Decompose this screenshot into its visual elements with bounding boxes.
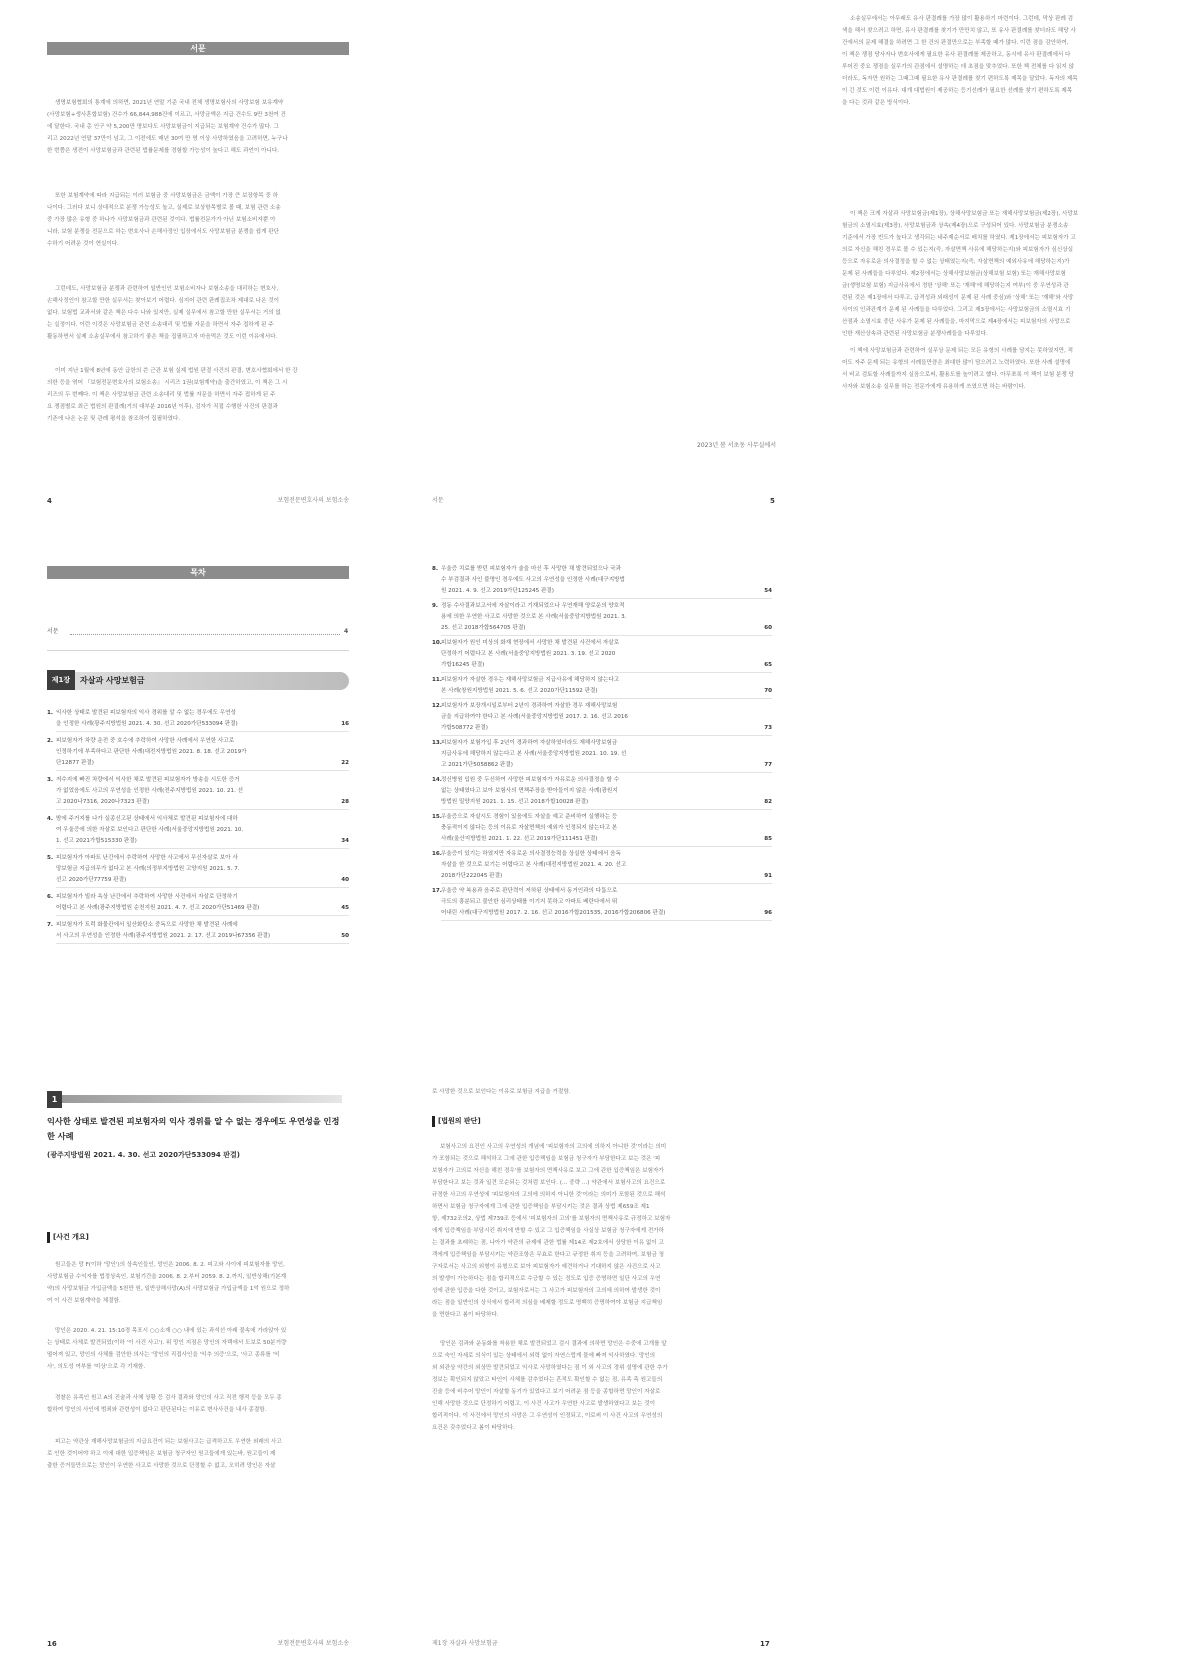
toc-entry-text: 방법원 밀양지원 2021. 1. 15. 선고 2018가합10028 판결) xyxy=(441,799,589,805)
toc-entry-page: 96 xyxy=(764,910,772,916)
running-footer: 보험전문변호사의 보험소송 xyxy=(277,1640,349,1647)
text-line: 망인은 검과와 운동화를 착용한 채로 발견되었고 검시 결과에 의하면 망인은 수중에 고개를 앞 xyxy=(440,1341,667,1347)
toc-entry-page: 16 xyxy=(341,721,349,727)
chapter-title[interactable]: 자살과 사망보험금 xyxy=(80,676,145,685)
preface-header: 서문 xyxy=(47,42,349,55)
text-line: 산점과 소멸시효 중단 사유가 문제 된 사례들을, 마지막으로 제4장에서는 피보험자의 사망으로 xyxy=(842,319,1071,325)
toc-entry[interactable] xyxy=(432,601,772,634)
toc-entry-number: 7. xyxy=(47,922,54,928)
text-line: 나이다. 그러다 보니 상대적으로 분쟁 가능성도 높고, 실제로 보상항목별로 볼 때, 보험 관련 소송 xyxy=(47,205,281,211)
body-paragraph xyxy=(47,1436,349,1472)
text-line: 원고들은 망 F(이하 '망인')의 상속인들인, 망인은 2006. 8. 2. 피고와 사이에 피보험자를 망인, xyxy=(55,1262,285,1268)
toc-entry-page: 54 xyxy=(764,588,772,594)
text-line: 색을 해서 찾으려고 하면, 유사 판결례를 찾기가 만만치 않고, 또 유사 판결례를 찾더라도 해당 사 xyxy=(842,28,1076,34)
text-line: 라는 점을 일반인의 상식에서 합리적 의심을 배제할 정도로 명백히 증명하여야 보험금 지급책임 xyxy=(432,1300,663,1306)
toc-entry[interactable] xyxy=(47,853,349,886)
case-number-badge: 1 xyxy=(47,1091,62,1108)
toc-entry-page: 73 xyxy=(764,725,772,731)
text-line: 진술 등에 비추어 망인이 자살할 동기가 있었다고 보기 어려운 점 등을 종합하면 망인이 자살로 xyxy=(432,1389,661,1395)
running-footer: 제1장 자살과 사망보험금 xyxy=(432,1640,498,1647)
toc-entry-text: 용에 의한 우연한 사고로 사망한 것으로 본 사례(서울중앙지방법원 2021. 3. xyxy=(441,614,627,620)
body-paragraph xyxy=(842,13,1182,109)
toc-entry-text: 우울증 치료를 받던 피보험자가 술을 마신 후 사망한 채 발견되었으나 국과 xyxy=(441,566,621,572)
text-line: 사망보험금 수익자를 법정상속인, 보험기간을 2006. 8. 2.부터 2059. 8. 2.까지, 일반상해(기본계 xyxy=(47,1274,287,1280)
text-line: 하면서 보험금 청구자에게 그에 관한 입증책임을 부담시키는 것은 결과 상법 제659조 제1 xyxy=(432,1204,650,1210)
text-line: 이 책에 사망보험금과 관련하여 실무상 문제 되는 모든 유형의 사례를 담지는 못하였지만, 적 xyxy=(850,348,1074,354)
section-heading-judgment: [법원의 판단] xyxy=(432,1116,481,1127)
toc-entry-number: 13. xyxy=(432,740,442,746)
text-line: 어도 자주 문제 되는 유형의 사례들만큼은 최대한 많이 담으려고 노력하였다. 또한 사례 설명에 xyxy=(842,360,1071,366)
text-line: 항, 제732조의2, 상법 제739조 등에서 '피보험자의 고의'를 보험자의 면책사유로 규정하고 보험자 xyxy=(432,1216,671,1222)
toc-entry-divider xyxy=(441,846,772,847)
toc-entry-page: 34 xyxy=(341,838,349,844)
toc-entry-number: 4. xyxy=(47,816,54,822)
toc-entry[interactable] xyxy=(432,775,772,808)
text-line: 이 긴 것도 이런 이유다. 대개 대법원이 제공하는 등기선례가 필요한 선례를 찾기 편하도록 제목 xyxy=(842,88,1073,94)
text-line: 없다. 보험법 교과서와 같은 책은 다수 나와 있지만, 실제 실무에서 참고할 만한 실무서는 거의 없 xyxy=(47,310,281,316)
toc-entry-divider xyxy=(56,731,349,732)
toc-preface-page: 4 xyxy=(344,628,349,635)
toc-entry-text: 망보험금 지급의무가 없다고 본 사례(의정부지방법원 고양지원 2021. 5. 7. xyxy=(56,866,240,872)
text-line: 리고 2022년 연말 37만이 넘고, 그 이전에도 매년 30여 만 명 이상 사망하였음을 고려하면, 누구나 xyxy=(47,136,288,142)
text-line: 정보는 확인되지 않았고 타인이 사체를 감추었다는 흔적도 확인할 수 없는 점, 유족 측 원고들의 xyxy=(432,1377,663,1383)
text-line: 보험사고의 요건인 사고의 우연성의 개념에 '피보험자의 고의에 의하지 아니한 것'이라는 의미 xyxy=(440,1144,667,1150)
text-line: 루어진 중요 쟁점을 실무가의 관점에서 설명하는 데 초점을 맞추었다. 또한 책 전체를 다 읽지 않 xyxy=(842,64,1075,70)
toc-entry-text: 사례(울산지방법원 2021. 1. 22. 선고 2019가단111451 판결) xyxy=(441,836,598,842)
toc-entry-page: 45 xyxy=(341,905,349,911)
toc-entry[interactable] xyxy=(432,675,772,697)
toc-entry-text: 가 없었음에도 사고의 우연성을 인정한 사례(전주지방법원 2021. 10. 21. 선 xyxy=(56,788,244,794)
text-line: 부담한다고 보는 것과 일견 모순되는 것처럼 보인다. (… 중략 …) 약관에서 보험사고의 요건으로 xyxy=(432,1180,666,1186)
toc-entry[interactable] xyxy=(47,708,349,730)
toc-header: 목차 xyxy=(47,566,349,579)
toc-entry-number: 1. xyxy=(47,710,54,716)
text-line: 에 달한다. 국내 총 인구 약 5,200만 명보다도 사망보험금이 지급되는 보험계약 건수가 많다. 그 xyxy=(47,124,279,130)
toc-entry-number: 14. xyxy=(432,777,442,783)
text-line: 구자로서는 사고의 외형이 유형으로 보아 피보험자가 예견하거나 기대하지 않은 사건으로 사고 xyxy=(432,1264,661,1270)
body-paragraph xyxy=(47,190,349,250)
toc-entry-divider xyxy=(441,598,772,599)
toc-entry-number: 17. xyxy=(432,888,442,894)
toc-entry-page: 91 xyxy=(764,873,772,879)
text-line: 기존에 나온 논문 및 관례 평석을 참조하여 집필하였다. xyxy=(47,416,181,422)
toc-entry-text: 25. 선고 2018가합564705 판결) xyxy=(441,625,526,631)
toc-entry-text: 고 2021가단5058862 판결) xyxy=(441,762,513,768)
toc-entry[interactable] xyxy=(432,638,772,671)
toc-entry-divider xyxy=(56,887,349,888)
text-line: 소송실무에서는 아무래도 유사 판결례를 가장 많이 활용하기 마련이다. 그런데, 막상 판례 검 xyxy=(850,16,1074,22)
toc-entry[interactable] xyxy=(432,812,772,845)
text-line: 보험자가 고의로 자신을 해친 경우'를 보험자의 면책사유로 보고 그에 관한 입증책임은 보험자가 xyxy=(432,1168,664,1174)
toc-entry[interactable] xyxy=(432,738,772,771)
text-line: 으로 숙인 자세로 의식이 있는 상태에서 외력 없이 자연스럽게 물에 빠져 익사하였다. 망인의 xyxy=(432,1353,656,1359)
toc-entry-number: 5. xyxy=(47,855,54,861)
body-paragraph xyxy=(47,1392,349,1416)
text-line: 이 책은 크게 자살과 사망보험금(제1장), 상해사망보험금 또는 재해사망보험금(제2장), 사망보 xyxy=(850,211,1079,217)
toc-entry-text: 피보험자가 아파트 난간에서 추락하여 사망한 사고에서 무신자살로 보아 사 xyxy=(56,855,238,861)
text-line: 등으로 자유로운 의사결정을 할 수 없는 상태였는지(즉, 자살면책의 예외사유에 해당하는지)가 xyxy=(842,259,1070,265)
text-line: 떨어져 있고, 망인의 사체를 검안한 의사는 '망인의 직접사인을 '익추 의증'으로, '사고 종류를 '익 xyxy=(47,1352,280,1358)
toc-entry-page: 77 xyxy=(764,762,772,768)
toc-entry-text: 피보험자가 자살한 경우는 재해사망보험금 지급사유에 해당하지 않는다고 xyxy=(441,677,620,683)
continuation-line: 로 사망한 것으로 보인다는 이유로 보험금 지급을 거절함. xyxy=(432,1089,571,1095)
text-line: 리즈의 두 번째다. 이 책은 사망보험금 관련 소송대리 및 법률 자문을 하면서 자주 접하게 된 주 xyxy=(47,392,276,398)
case-court: (광주지방법원 2021. 4. 30. 선고 2020가단533094 판결) xyxy=(47,1151,240,1159)
toc-entry-number: 12. xyxy=(432,703,442,709)
text-line: 피고는 약관상 재해사망보험금의 지급요건이 되는 보험사고는 급격하고도 우연한 외래의 사고 xyxy=(55,1439,282,1445)
toc-entry-text: 극도의 흥분되고 불안한 심리상태를 이기지 못하고 아파트 베란다에서 뛰 xyxy=(441,899,618,905)
toc-entry-text: 가합508772 판결) xyxy=(441,725,488,731)
toc-entry-divider xyxy=(441,920,772,921)
body-paragraph xyxy=(842,208,1182,340)
toc-entry-text: 선고 2020가단77759 판결) xyxy=(56,877,127,883)
text-line: 합리적이다. 이 사건에서 망인의 사망은 그 우연성이 인정되고, 이로써 이 사건 사고의 우연성의 xyxy=(432,1413,663,1419)
text-line: 사이의 인과관계가 문제 된 사례들을 다루었다. 그리고 제3장에서는 사망보험금의 소멸시효 기 xyxy=(842,307,1071,313)
text-line: 요건은 갖추었다고 봄이 타당하다. xyxy=(432,1425,515,1431)
toc-entry[interactable] xyxy=(47,814,349,847)
text-line: 의한 등을 엮어 『보험전문변호사의 보험소송』 시리즈 1권(보험계약)을 출간하였고, 이 책은 그 시 xyxy=(47,380,288,386)
text-line: 경찰은 유족인 원고 A의 진술과 사체 상황 등 검사 결과와 망인의 사고 직전 행적 등을 모두 종 xyxy=(55,1395,282,1401)
text-line: 가 포함되는 것으로 해석하고 그에 관한 입증책임을 보험금 청구자가 부담한다고 보는 것은 '피 xyxy=(432,1156,661,1162)
page-number: 4 xyxy=(47,497,52,505)
toc-entry-text: 충동적이지 않다는 등의 이유로 자살면책의 예외가 인정되지 않는다고 본 xyxy=(441,825,618,831)
body-paragraph xyxy=(47,1325,349,1373)
text-line: 중 가장 많은 유형 중 하나가 사망보험금과 관련된 것이다. 법률전문가가 아닌 보험소비자뿐 아 xyxy=(47,217,276,223)
toc-entry-text: 우울증 약 복용과 음주로 판단력이 저하된 상태에서 동거인과의 다툼으로 xyxy=(441,888,618,894)
case-title: 익사한 상태로 발견된 피보험자의 익사 경위를 알 수 없는 경우에도 우연성을 인정한 사례 xyxy=(47,1116,340,1141)
text-line: 인해 사망한 것으로 단정하기 어렵고, 이 사건 사고가 우연한 사고로 발생하였다고 보는 것이 xyxy=(432,1401,656,1407)
text-line: 활동하면서 실제 소송실무에서 참고하기 좋은 책을 집필하고자 마음먹은 것도 이런 이유에서다. xyxy=(47,334,278,340)
toc-entry-divider xyxy=(441,635,772,636)
text-line: 험금의 소멸시효(제3장), 사망보험금과 상속(제4장)으로 구성되어 있다. 사망보험금 분쟁소송 xyxy=(842,223,1069,229)
text-line: 수하기 어려운 것이 현실이다. xyxy=(47,241,119,247)
toc-entry[interactable] xyxy=(47,892,349,914)
body-paragraph xyxy=(842,345,1182,393)
toc-entry-page: 65 xyxy=(764,662,772,668)
text-line: 생명보험협회의 통계에 의하면, 2021년 연말 기준 국내 전체 생명보험사의 사망보험 보유계약 xyxy=(55,100,284,106)
toc-entry[interactable] xyxy=(432,886,772,919)
text-line: 여 이 사건 보험계약을 체결함. xyxy=(47,1298,121,1304)
body-paragraph xyxy=(47,1259,349,1307)
body-paragraph xyxy=(47,283,349,343)
text-line: 그런데도, 사망보험금 분쟁과 관련하여 일반인인 보험소비자나 보험소송을 대리하는 변호사, xyxy=(55,286,279,292)
toc-entry-divider xyxy=(441,735,772,736)
toc-entry-number: 11. xyxy=(432,677,442,683)
toc-entry-number: 10. xyxy=(432,640,442,646)
body-paragraph xyxy=(47,97,349,157)
text-line: 한 번쯤은 생전이 사망보험금과 관련된 법률문제를 경험할 가능성이 높다고 해도 과언이 아니다. xyxy=(47,148,280,154)
toc-entry-number: 8. xyxy=(432,566,439,572)
toc-entry-number: 6. xyxy=(47,894,54,900)
toc-entry-text: 피보험자가 보험가입 후 2년이 경과하여 자살하였더라도 재해사망보험금 xyxy=(441,740,618,746)
toc-entry-divider xyxy=(441,698,772,699)
text-line: 기준에서 가장 빈도가 높다고 생각되는 네주제순서로 배치를 하였다. 제1장에서는 피보험자가 고 xyxy=(842,235,1076,241)
toc-page-left xyxy=(0,580,400,1120)
text-line: 사자와 보험소송 실무를 하는 전문가에게 유용하게 쓰였으면 하는 바람이다. xyxy=(842,384,1026,390)
page-4 xyxy=(0,0,400,540)
toc-entry-page: 50 xyxy=(341,933,349,939)
toc-entry-text: 없는 상태였다고 보아 보험사의 면책주장을 받아들이지 않은 사례(광원지 xyxy=(441,788,618,794)
toc-entry-text: 원 2021. 4. 9. 선고 2019가단125245 판결) xyxy=(441,588,554,594)
toc-entry-text: 저수지에 빠진 차량에서 익사한 채로 발견된 피보험자가 방송을 시도한 증거 xyxy=(56,777,240,783)
text-line: 금(생명보험 보험) 지급사유에서 정한 '상해' 또는 '재해'에 해당하는지 여부(이 중 우연성과 관 xyxy=(842,283,1069,289)
chapter-number: 제1장 xyxy=(47,670,75,690)
text-line: 을 면한다고 봄이 타당하다. xyxy=(432,1312,499,1318)
page-number: 16 xyxy=(47,1640,57,1648)
toc-entry-text: 단정하기 어렵다고 본 사례(서울중앙지방법원 2021. 3. 19. 선고 2020 xyxy=(441,651,616,657)
toc-entry-divider xyxy=(56,770,349,771)
text-line: 련된 것은 제1장에서 다루고, 급격성과 외래성이 문제 된 사례 중심)와 '상해' 또는 '재해'와 사망 xyxy=(842,295,1074,301)
text-line: 성에 관한 입증을 다한 것이고, 보험자로서는 그 사고가 피보험자의 고의에 의하여 발생한 것이 xyxy=(432,1288,661,1294)
signature-line: 2023년 봄 서초동 사무실에서 xyxy=(697,442,776,449)
toc-entry-number: 3. xyxy=(47,777,54,783)
toc-entry-text: 수 부검결과 사인 불명인 경우에도 사고의 우연성을 인정한 사례(대구지방법 xyxy=(441,577,625,583)
body-paragraph xyxy=(432,1338,772,1434)
toc-entry-page: 60 xyxy=(764,625,772,631)
text-line: 니라, 보험 분쟁을 전문으로 하는 변호사나 손해사정인 입장에서도 사망보험금 분쟁을 쉽게 판단 xyxy=(47,229,280,235)
text-line: 약)의 사망보험금 가입금액을 5천만 원, 일반상해사망(A)의 사망보험금 가입금액을 1억 원으로 정하 xyxy=(47,1286,290,1292)
toc-entry-divider xyxy=(441,672,772,673)
toc-entry-page: 70 xyxy=(764,688,772,694)
text-line: 문제 된 사례들을 다루었다. 제2장에서는 상해사망보험금(상해보험 보험) 또는 재해사망보험 xyxy=(842,271,1066,277)
text-line: 는 결과를 초래하는 점, 나아가 약관의 규제에 관한 법률 제14조 제2호에서 상당한 이유 없이 고 xyxy=(432,1240,664,1246)
toc-entry-text: 우울증으로 자살시도 경험이 있음에도 자살을 예고 준비하여 실행하는 등 xyxy=(441,814,618,820)
toc-entry-divider xyxy=(56,809,349,810)
toc-entry-text: 금을 지급하여야 한다고 본 사례(서울중앙지방법원 2017. 2. 16. 선고 2016 xyxy=(441,714,628,720)
toc-entry-text: 고 2020나7316, 2020나7323 판결) xyxy=(56,799,150,805)
toc-entry-divider xyxy=(441,809,772,810)
text-line: 는 실정이다. 이런 이것은 사망보험금 관련 소송대리 및 법률 자문을 하면서 자주 접하게 된 주 xyxy=(47,322,274,328)
text-line: 요 쟁점별로 최근 법원의 판결례(거의 대부분 2016년 이후), 검자가 직접 수행한 사건의 판결과 xyxy=(47,404,278,410)
toc-entry-number: 9. xyxy=(432,603,439,609)
toc-entry-text: 본 사례(창원지방법원 2021. 5. 6. 선고 2020가단11592 판결) xyxy=(441,688,598,694)
toc-entry-text: 을 인정한 사례(광주지방법원 2021. 4. 30. 선고 2020가단533094 판결) xyxy=(56,721,238,727)
toc-preface-label[interactable]: 서문 xyxy=(47,628,59,635)
running-footer: 보험전문변호사의 보험소송 xyxy=(277,497,349,504)
text-line: 이미 지난 1월에 8년에 동안 급한의 쓴 근관 보험 실제 법원 판결 사건의 판결, 변호사협회에서 한 강 xyxy=(55,368,298,374)
toc-entry[interactable] xyxy=(47,736,349,769)
text-line: 의로 자신을 해친 경우로 볼 수 있는지(즉, 자살면책 사유에 해당하는지)와 피보험자가 심신상실 xyxy=(842,247,1074,253)
case-header-bar xyxy=(62,1095,342,1103)
toc-entry-text: 우울증이 있기는 하였지만 자유로운 의사결정능력을 상실한 상태에서 음독 xyxy=(441,851,621,857)
toc-entry[interactable] xyxy=(432,564,772,597)
body-paragraph xyxy=(47,365,349,425)
text-line: 합하여 망인의 사인에 범죄와 관련성이 없다고 판단된다는 이유로 변사사건을 내사 종결함. xyxy=(47,1407,267,1413)
text-line: 객에게 입증책임을 부담시키는 약관조항은 무효로 한다고 규정한 취지 등을 고려하여, 보험금 청 xyxy=(432,1252,665,1258)
toc-entry-text: 여 우울증에 의한 자살로 보인다고 판단한 사례(서울중앙지방법원 2021. 10. xyxy=(56,827,244,833)
toc-entry-text: 단12877 판결) xyxy=(56,760,94,766)
toc-entry-number: 16. xyxy=(432,851,442,857)
text-line: 에게 입증책임을 부담시킨 취지에 반할 수 있고 그 입증책임을 사실상 보험금 청구자에게 전가하 xyxy=(432,1228,665,1234)
toc-entry-page: 40 xyxy=(341,877,349,883)
toc-entry-page: 28 xyxy=(341,799,349,805)
text-line: 더라도, 독자만 원하는 그때그때 필요한 유사 판결례를 찾기 편하도록 제목을 달았다. 독자의 제목 xyxy=(842,76,1078,82)
toc-entry-page: 82 xyxy=(764,799,772,805)
toc-entry-text: 정동 수사결과보고서에 자살이라고 기재되었으나 우연재해 양로운의 양호적 xyxy=(441,603,625,609)
text-line: 망인은 2020. 4. 21. 15:10경 목포시 ○○소재 ○○ 내에 있는 과석선 아래 물속에 가라앉아 있 xyxy=(55,1328,287,1334)
text-line: 출한 증거들만으로는 망인이 우연한 사고로 사망한 것으로 단정할 수 없고, 오히려 망인은 자살 xyxy=(47,1463,276,1469)
toc-entry-text: 피보험자가 원인 미상의 화재 현장에서 사망한 채 발견된 사건에서 자살로 xyxy=(441,640,620,646)
toc-entry-text: 어내린 사례(대구지방법원 2017. 2. 16. 선고 2016가합201535, 2016가합206806 판결) xyxy=(441,910,666,916)
toc-entry[interactable] xyxy=(432,849,772,882)
toc-entry-page: 22 xyxy=(341,760,349,766)
text-line: 사', 의도성 여부를 '미상'으로 각 기재함. xyxy=(47,1364,146,1370)
toc-entry-number: 15. xyxy=(432,814,442,820)
text-line: 규정한 사고의 우연성에 '피보험자의 고의에 의하지 아니한 것'이라는 의미가 포함된 것으로 해석 xyxy=(432,1192,666,1198)
toc-entry-text: 피보험자가 보장개시일로부터 2년이 경과하여 자살한 경우 재해사망보험 xyxy=(441,703,618,709)
toc-entry-number: 2. xyxy=(47,738,54,744)
toc-entry-text: 지급사유에 해당하지 않는다고 본 사례(서울중앙지방법원 2021. 10. 19. 선 xyxy=(441,751,627,757)
toc-entry-page: 85 xyxy=(764,836,772,842)
toc-entry-text: 자살을 한 것으로 보기는 어렵다고 본 사례(대전지방법원 2021. 4. 20. 선고 xyxy=(441,862,627,868)
toc-entry-text: 밤에 주거지를 나가 실종신고된 상태에서 익사체로 발견된 피보험자에 대하 xyxy=(56,816,238,822)
text-line: 의 발생이 가능하다는 점을 합리적으로 수긍할 수 있는 정도로 입증 증명하면 일단 사고의 우연 xyxy=(432,1276,661,1282)
page-5 xyxy=(410,0,1079,540)
toc-entry-divider xyxy=(56,848,349,849)
toc-entry-text: 익사한 상태로 발견된 피보험자의 익사 경위를 알 수 없는 경우에도 우연성 xyxy=(56,710,236,716)
text-line: 건에서의 문제 해결을 하려면 그 한 건의 판결만으로는 부족할 때가 많다. 이런 점을 감안하여, xyxy=(842,40,1069,46)
page-number: 17 xyxy=(760,1640,770,1648)
text-line: 을 다는 것과 같은 방식이다. xyxy=(842,100,911,106)
toc-entry[interactable] xyxy=(432,701,772,734)
toc-entry-text: 서 사고의 우연성을 인정한 사례(광주지방법원 2021. 2. 17. 선고 2019나67356 판결) xyxy=(56,933,271,939)
section-heading-facts: [사건 개요] xyxy=(47,1232,89,1243)
toc-entry-text: 어렵다고 본 사례(광주지방법원 순천지원 2021. 4. 7. 선고 2020가단51469 판결) xyxy=(56,905,260,911)
text-line: 또한 보험계약에 따라 지급되는 이러 보험금 중 사망보험금은 금액이 가장 큰 보장항목 중 하 xyxy=(55,193,279,199)
text-line: 로 인한 것이어야 하고 이에 대한 입증책임은 보험금 청구자인 원고들에게 있는바, 원고들이 제 xyxy=(47,1451,276,1457)
toc-entry-text: 피보험자가 차량 운전 중 호수에 추락하여 사망한 사례에서 우연한 사고로 xyxy=(56,738,235,744)
toc-entry-text: 정신병원 입원 중 두신하여 사망한 피보험자가 자유로운 의사결정을 할 수 xyxy=(441,777,620,783)
toc-entry-divider xyxy=(56,915,349,916)
toc-entry[interactable] xyxy=(47,775,349,808)
text-line: 손해사정인이 참고할 만한 실무서는 찾아보기 어렵다. 심지어 관련 판례집조차 제대로 나온 것이 xyxy=(47,298,280,304)
text-line: 는 상태로 사체로 발견되었(이하 '이 사건 사고'). 위 망인 지점은 망인의 자택에서 도보로 50분거량 xyxy=(47,1340,287,1346)
text-line: 서 비교 검토할 사례들까지 실음으로써, 활용도를 높이려고 했다. 아무쪼록 이 책이 보험 분쟁 당 xyxy=(842,372,1075,378)
text-line: 이 책은 쟁점 당사자나 변호사에게 필요한 유사 판결례를 제공하고, 동시에 유사 판결례에서 다 xyxy=(842,52,1071,58)
body-paragraph xyxy=(432,1141,772,1321)
toc-leader-dots xyxy=(70,634,340,635)
page-number: 5 xyxy=(770,497,775,505)
toc-divider xyxy=(47,650,349,651)
toc-entry-divider xyxy=(56,943,349,944)
toc-entry-divider xyxy=(441,772,772,773)
running-footer: 서문 xyxy=(432,497,444,504)
toc-entry-text: 가합16245 판결) xyxy=(441,662,485,668)
toc-entry[interactable] xyxy=(47,920,349,942)
toc-entry-text: 2018가단222045 판결) xyxy=(441,873,503,879)
toc-entry-text: 피보험자가 빌라 옥상 난간에서 추락하여 사망한 사건에서 자살로 단정하기 xyxy=(56,894,238,900)
text-line: 인한 재산상속과 관련된 사망보험금 분쟁사례들을 다루었다. xyxy=(842,331,988,337)
toc-entry-text: 1. 선고 2021가합515330 판결) xyxy=(56,838,137,844)
toc-entry-divider xyxy=(441,883,772,884)
toc-entry-text: 피보험자가 트럭 화물칸에서 일산화탄소 중독으로 사망한 채 발견된 사례에 xyxy=(56,922,238,928)
toc-entry-text: 인정하기에 부족하다고 판단한 사례(대전지방법원 2021. 8. 18. 선고 2019가 xyxy=(56,749,247,755)
text-line: (사망보험+생사혼합보험) 건수가 66,844,988건에 이르고, 사망금액은 지급 건수도 9만 3천여 건 xyxy=(47,112,286,118)
text-line: 외 외관상 약간의 외상만 발견되었고 익사로 사망하였다는 점 이 외 사고의 경위 설명에 관한 추가 xyxy=(432,1365,668,1371)
